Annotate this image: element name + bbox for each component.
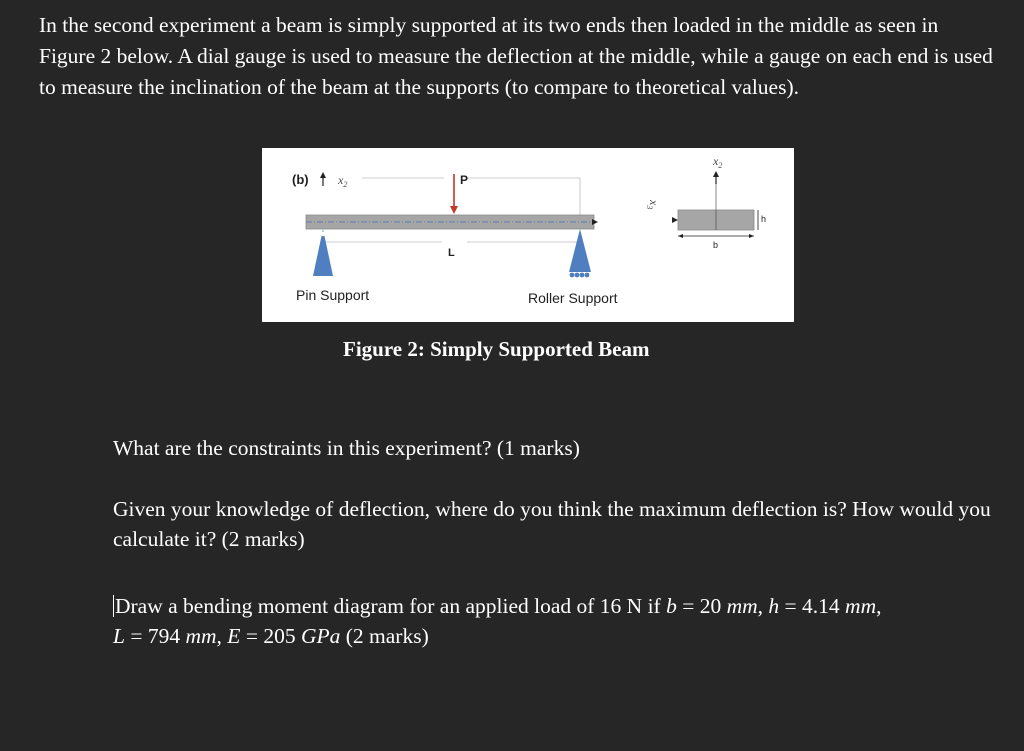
h-symbol: h xyxy=(768,594,780,618)
width-label: b xyxy=(713,240,719,250)
b-value: = 20 xyxy=(676,594,727,618)
beam-figure xyxy=(262,148,794,322)
x3-label: $x_3$ xyxy=(645,200,661,210)
pin-support-label: Pin Support xyxy=(296,287,370,303)
b-unit: mm xyxy=(726,594,758,618)
separator-1: , xyxy=(757,594,769,618)
x2-label-left: $x_2$ xyxy=(338,173,348,189)
b-dim-arrow-left xyxy=(678,234,683,238)
q3-marks: (2 marks) xyxy=(340,624,429,648)
question-constraints: What are the constraints in this experiment? (1 marks) xyxy=(113,436,580,460)
q3-prefix: Draw a bending moment diagram for an applied load of 16 N if xyxy=(115,594,667,618)
x2-arrowhead-left xyxy=(320,172,326,178)
length-label: L xyxy=(448,247,455,259)
intro-paragraph: In the second experiment a beam is simply supported at its two ends then loaded in the middle as seen in Figure 2 below. A dial gauge is used to measure the deflection at the middle, while a gauge on each end is used to measure the inclination of the beam at the supports (to compare to theoretical values). xyxy=(39,13,993,99)
load-arrowhead xyxy=(450,206,458,214)
x1-arrowhead xyxy=(592,219,598,225)
x2-arrowhead-section xyxy=(713,171,719,177)
b-dim-arrow-right xyxy=(749,234,754,238)
roller-wheel-2 xyxy=(575,273,580,278)
roller-wheel-1 xyxy=(570,273,575,278)
E-value: = 205 xyxy=(240,624,301,648)
roller-wheel-4 xyxy=(585,273,590,278)
L-symbol: L xyxy=(113,624,125,648)
h-value: = 4.14 xyxy=(779,594,846,618)
E-unit: GPa xyxy=(300,624,341,648)
question-bending-moment[interactable] xyxy=(113,591,1018,651)
L-value: = 794 xyxy=(124,624,186,648)
pin-joint xyxy=(321,232,325,236)
separator-2: , xyxy=(876,594,882,618)
separator-3: , xyxy=(216,624,228,648)
b-symbol: b xyxy=(666,594,677,618)
load-label: P xyxy=(460,173,469,187)
roller-support xyxy=(569,229,591,272)
E-symbol: E xyxy=(227,624,241,648)
panel-label: (b) xyxy=(292,172,309,187)
beam-diagram xyxy=(262,148,794,322)
question-max-deflection: Given your knowledge of deflection, where do you think the maximum deflection is? How would you calculate it? (2 marks) xyxy=(113,497,991,551)
roller-wheel-3 xyxy=(580,273,585,278)
height-label: h xyxy=(761,214,767,224)
h-unit: mm xyxy=(845,594,877,618)
x2-label-section: $x_2$ xyxy=(713,154,723,170)
L-unit: mm xyxy=(185,624,217,648)
text-cursor xyxy=(113,595,114,617)
figure-caption: Figure 2: Simply Supported Beam xyxy=(343,337,650,361)
x3-arrowhead-section xyxy=(672,217,678,223)
roller-support-label: Roller Support xyxy=(528,290,618,306)
